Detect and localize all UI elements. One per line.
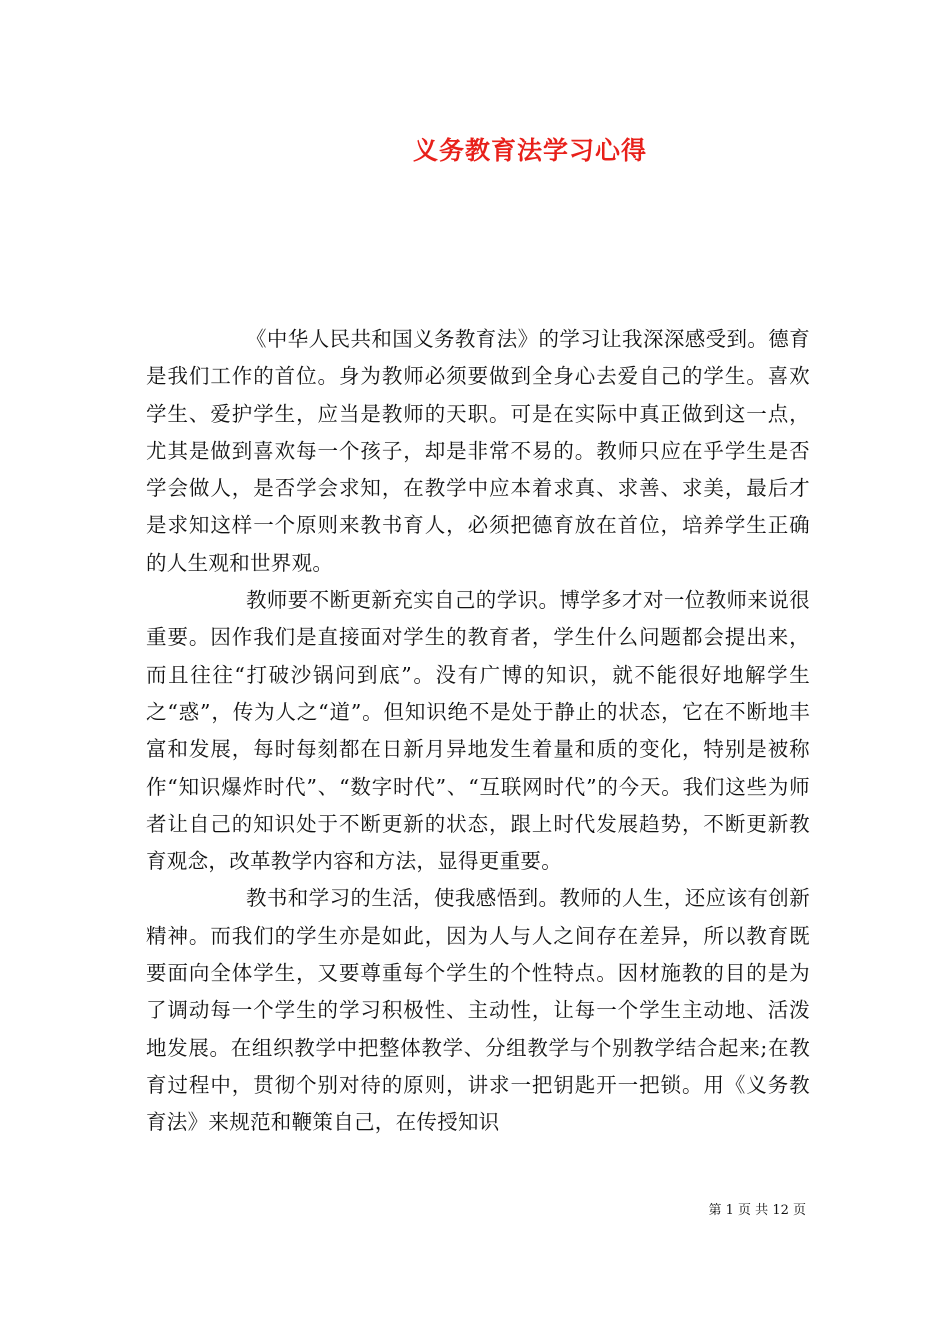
paragraph-2: 教师要不断更新充实自己的学识。博学多才对一位教师来说很重要。因作我们是直接面对学生的教育者，学生什么问题都会提出来，而且往往“打破沙锅问到底”。没有广博的知识，就不能很好地解学生之“惑”，传为人之“道”。但知识绝不是处于静止的状态，它在不断地丰富和发展，每时每刻都在日新月异地发生着量和质的变化，特别是被称作“知识爆炸时代”、“数字时代”、“互联网时代”的今天。我们这些为师者让自己的知识处于不断更新的状态，跟上时代发展趋势，不断更新教育观念，改革教学内容和方法，显得更重要。: [146, 588, 810, 874]
paragraph-3: 教书和学习的生活，使我感悟到。教师的人生，还应该有创新精神。而我们的学生亦是如此，因为人与人之间存在差异，所以教育既要面向全体学生，又要尊重每个学生的个性特点。因材施教的目的是为了调动每一个学生的学习积极性、主动性，让每一个学生主动地、活泼地发展。在组织教学中把整体教学、分组教学与个别教学结合起来;在教育过程中，贯彻个别对待的原则，讲求一把钥匙开一把锁。用《义务教育法》来规范和鞭策自己，在传授知识: [146, 886, 810, 1135]
paragraph-1: 《中华人民共和国义务教育法》的学习让我深深感受到。德育是我们工作的首位。身为教师必须要做到全身心去爱自己的学生。喜欢学生、爱护学生，应当是教师的天职。可是在实际中真正做到这一点，尤其是做到喜欢每一个孩子，却是非常不易的。教师只应在乎学生是否学会做人，是否学会求知，在教学中应本着求真、求善、求美，最后才是求知这样一个原则来教书育人，必须把德育放在首位，培养学生正确的人生观和世界观。: [146, 327, 810, 575]
document-title: 义务教育法学习心得: [412, 136, 647, 165]
document-body: [146, 321, 810, 1142]
page-number-footer: 第 1 页 共 12 页: [708, 1203, 806, 1218]
